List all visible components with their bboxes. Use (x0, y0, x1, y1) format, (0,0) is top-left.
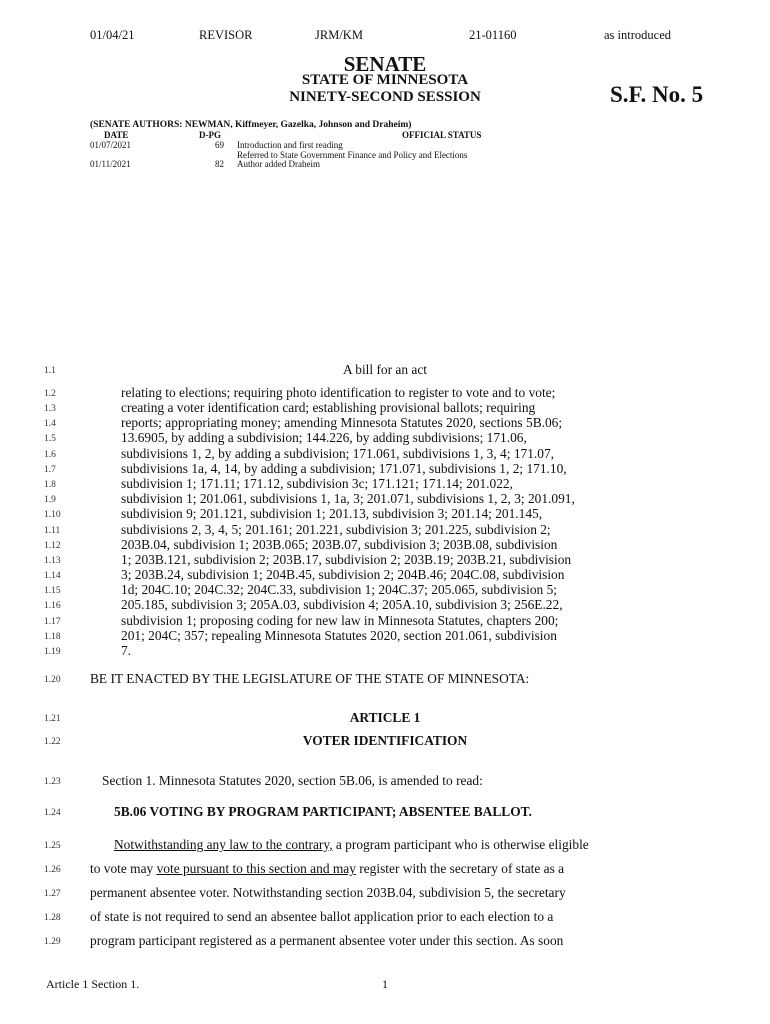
line-number: 1.7 (44, 465, 56, 475)
status-row-status: Author added Draheim (237, 159, 320, 169)
relating-line: 203B.04, subdivision 1; 203B.065; 203B.07, subdivision 3; 203B.08, subdivision (121, 537, 558, 552)
page-number: 1 (382, 977, 388, 991)
relating-line: 1; 203B.121, subdivision 2; 203B.17, subdivision 2; 203B.19; 203B.21, subdivision (121, 552, 572, 567)
header-revisor: REVISOR (199, 28, 253, 42)
line-number: 1.4 (44, 419, 56, 429)
act-title: A bill for an act (342, 362, 428, 377)
body-line: permanent absentee voter. Notwithstanding section 203B.04, subdivision 5, the secretary (90, 885, 566, 900)
relating-line: subdivision 1; proposing coding for new law in Minnesota Statutes, chapters 200; (121, 613, 559, 628)
status-col-dpg: D-PG (199, 130, 221, 140)
line-number: 1.23 (44, 777, 61, 787)
line-number: 1.24 (44, 808, 61, 818)
session-title: NINETY-SECOND SESSION (289, 89, 481, 105)
relating-line: subdivision 1; 201.061, subdivisions 1, 1a, 3; 201.071, subdivisions 1, 2, 3; 201.091, (121, 491, 575, 506)
header-doc-id: 21-01160 (469, 28, 517, 42)
relating-line: relating to elections; requiring photo identification to register to vote and to vote; (121, 385, 556, 400)
inserted-text: vote pursuant to this section and may (156, 861, 356, 876)
line-number: 1.20 (44, 675, 61, 685)
line-number: 1.5 (44, 434, 56, 444)
header-status: as introduced (604, 28, 671, 42)
line-number: 1.6 (44, 450, 56, 460)
body-line: Notwithstanding any law to the contrary, a program participant who is otherwise eligible (114, 837, 589, 852)
line-number: 1.3 (44, 404, 56, 414)
relating-line: 205.185, subdivision 3; 205A.03, subdivision 4; 205A.10, subdivision 3; 256E.22, (121, 597, 563, 612)
line-number: 1.15 (44, 586, 61, 596)
section-intro: Section 1. Minnesota Statutes 2020, section 5B.06, is amended to read: (102, 773, 483, 788)
relating-line: 201; 204C; 357; repealing Minnesota Statutes 2020, section 201.061, subdivision (121, 628, 557, 643)
inserted-text: Notwithstanding any law to the contrary, (114, 837, 333, 852)
line-number: 1.29 (44, 937, 61, 947)
article-heading: ARTICLE 1 (349, 710, 421, 725)
relating-line: subdivisions 2, 3, 4, 5; 201.161; 201.221, subdivision 3; 201.225, subdivision 2; (121, 522, 551, 537)
status-row-dpg: 69 (215, 140, 224, 150)
status-row-dpg: 82 (215, 159, 224, 169)
line-number: 1.28 (44, 913, 61, 923)
status-row-status: Referred to State Government Finance and Policy and Elections (237, 150, 468, 160)
relating-line: subdivision 1; 171.11; 171.12, subdivision 3c; 171.121; 171.14; 201.022, (121, 476, 513, 491)
line-number: 1.2 (44, 389, 56, 399)
enacting-clause: BE IT ENACTED BY THE LEGISLATURE OF THE STATE OF MINNESOTA: (90, 671, 530, 686)
line-number: 1.27 (44, 889, 61, 899)
relating-line: 7. (121, 643, 132, 658)
senate-title: SENATE (343, 52, 427, 76)
article-title: VOTER IDENTIFICATION (302, 733, 468, 748)
relating-line: subdivisions 1a, 4, 14, by adding a subdivision; 171.071, subdivisions 1, 2; 171.10, (121, 461, 567, 476)
line-number: 1.11 (44, 526, 61, 536)
footer-section-ref: Article 1 Section 1. (46, 977, 140, 991)
line-number: 1.16 (44, 601, 61, 611)
line-number: 1.26 (44, 865, 61, 875)
status-row-date: 01/07/2021 (90, 140, 132, 150)
line-number: 1.8 (44, 480, 56, 490)
line-number: 1.19 (44, 647, 61, 657)
line-number: 1.21 (44, 714, 61, 724)
header-date: 01/04/21 (90, 28, 135, 42)
state-title: STATE OF MINNESOTA (301, 72, 469, 88)
status-col-date: DATE (104, 130, 129, 140)
relating-line: subdivisions 1, 2, by adding a subdivision; 171.061, subdivisions 1, 3, 4; 171.07, (121, 446, 554, 461)
relating-line: reports; appropriating money; amending Minnesota Statutes 2020, sections 5B.06; (121, 415, 563, 430)
line-number: 1.14 (44, 571, 61, 581)
relating-line: 1d; 204C.10; 204C.32; 204C.33, subdivision 1; 204C.37; 205.065, subdivision 5; (121, 582, 557, 597)
relating-line: subdivision 9; 201.121, subdivision 1; 201.13, subdivision 3; 201.14; 201.145, (121, 506, 543, 521)
bill-number: S.F. No. 5 (610, 82, 704, 107)
line-number: 1.12 (44, 541, 61, 551)
relating-line: 3; 203B.24, subdivision 1; 204B.45, subdivision 2; 204B.46; 204C.08, subdivision (121, 567, 565, 582)
line-number: 1.17 (44, 617, 61, 627)
section-heading: 5B.06 VOTING BY PROGRAM PARTICIPANT; ABSENTEE BALLOT. (114, 804, 532, 819)
body-line: program participant registered as a permanent absentee voter under this section. As soon (90, 933, 564, 948)
body-line: to vote may vote pursuant to this section and may register with the secretary of state as a (90, 861, 565, 876)
line-number: 1.18 (44, 632, 61, 642)
relating-line: 13.6905, by adding a subdivision; 144.226, by adding subdivisions; 171.06, (121, 430, 527, 445)
line-number: 1.13 (44, 556, 61, 566)
body-line: of state is not required to send an absentee ballot application prior to each election to a (90, 909, 554, 924)
status-row-date: 01/11/2021 (90, 159, 131, 169)
line-number: 1.22 (44, 737, 61, 747)
senate-authors: (SENATE AUTHORS: NEWMAN, Kiffmeyer, Gazelka, Johnson and Draheim) (90, 120, 412, 130)
line-number: 1.1 (44, 366, 56, 376)
line-number: 1.10 (44, 510, 61, 520)
header-drafter: JRM/KM (315, 28, 363, 42)
relating-line: creating a voter identification card; establishing provisional ballots; requiring (121, 400, 536, 415)
status-col-status: OFFICIAL STATUS (402, 130, 482, 140)
line-number: 1.25 (44, 841, 61, 851)
line-number: 1.9 (44, 495, 56, 505)
status-row-status: Introduction and first reading (237, 140, 343, 150)
